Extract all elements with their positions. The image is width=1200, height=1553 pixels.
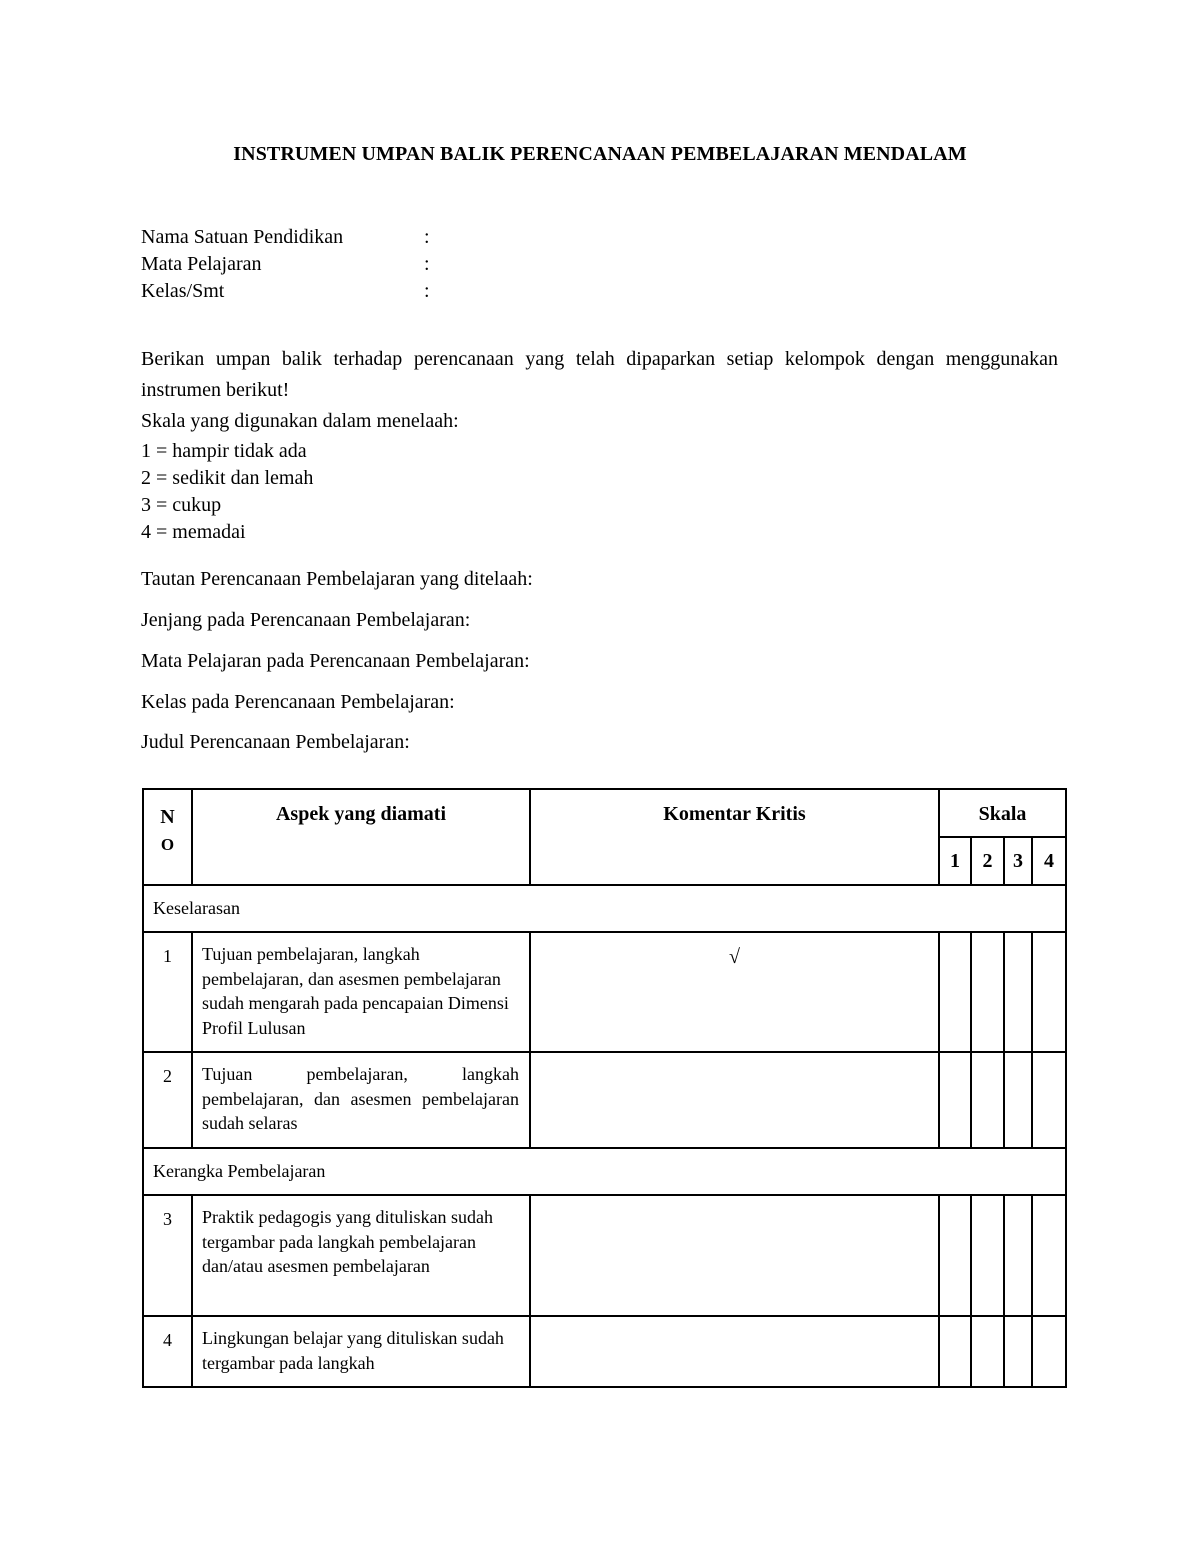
scale-header-1: 1: [939, 837, 971, 885]
row-aspek: Tujuan pembelajaran, langkah pembelajaran, dan asesmen pembelajaran sudah mengarah pada pencapaian Dimensi Profil Lulusan: [192, 932, 530, 1052]
section-title-kerangka: Kerangka Pembelajaran: [143, 1148, 1066, 1195]
scale-header-2: 2: [971, 837, 1004, 885]
scale-item-1: 1 = hampir tidak ada: [141, 440, 307, 462]
row-aspek: Tujuan pembelajaran, langkah pembelajaran, dan asesmen pembelajaran sudah selaras: [192, 1052, 530, 1148]
row-komentar: √: [530, 932, 939, 1052]
scale-cell-2[interactable]: [971, 1316, 1004, 1387]
scale-cell-3[interactable]: [1004, 1195, 1032, 1316]
row-aspek: Praktik pedagogis yang dituliskan sudah tergambar pada langkah pembelajaran dan/atau asesmen pembelajaran: [192, 1195, 530, 1316]
plan-field-mata-pelajaran: Mata Pelajaran pada Perencanaan Pembelajaran:: [141, 650, 530, 672]
scale-cell-1[interactable]: [939, 1052, 971, 1148]
field-colon: :: [424, 253, 430, 275]
header-no-bottom: O: [160, 835, 175, 854]
field-nama-satuan: [141, 224, 430, 251]
row-komentar: [530, 1052, 939, 1148]
row-aspek: Lingkungan belajar yang dituliskan sudah tergambar pada langkah: [192, 1316, 530, 1387]
scale-cell-4[interactable]: [1032, 1316, 1066, 1387]
field-mata-pelajaran: [141, 251, 430, 278]
scale-intro: Skala yang digunakan dalam menelaah:: [141, 410, 459, 432]
row-number: 4: [143, 1316, 192, 1387]
scale-item-4: 4 = memadai: [141, 521, 246, 543]
row-komentar: [530, 1195, 939, 1316]
instruction-paragraph: Berikan umpan balik terhadap perencanaan yang telah dipaparkan setiap kelompok dengan menggunakan instrumen berikut!: [141, 348, 1058, 401]
document-title: INSTRUMEN UMPAN BALIK PERENCANAAN PEMBELAJARAN MENDALAM: [233, 143, 967, 165]
assessment-table: [142, 788, 1067, 1388]
section-title-keselarasan: Keselarasan: [143, 885, 1066, 932]
plan-field-tautan: Tautan Perencanaan Pembelajaran yang ditelaah:: [141, 568, 533, 590]
header-komentar: Komentar Kritis: [530, 789, 939, 885]
scale-cell-2[interactable]: [971, 932, 1004, 1052]
section-row: [143, 885, 1066, 932]
header-skala: Skala: [939, 789, 1066, 837]
row-number: 2: [143, 1052, 192, 1148]
header-aspek: Aspek yang diamati: [192, 789, 530, 885]
field-label: Nama Satuan Pendidikan: [141, 226, 344, 248]
header-no: [143, 789, 192, 885]
field-label: Mata Pelajaran: [141, 253, 262, 275]
scale-cell-1[interactable]: [939, 932, 971, 1052]
row-number: 3: [143, 1195, 192, 1316]
row-number: 1: [143, 932, 192, 1052]
plan-field-judul: Judul Perencanaan Pembelajaran:: [141, 731, 410, 753]
table-row: [143, 932, 1066, 1052]
field-label: Kelas/Smt: [141, 280, 225, 302]
scale-cell-1[interactable]: [939, 1316, 971, 1387]
scale-cell-2[interactable]: [971, 1195, 1004, 1316]
scale-cell-1[interactable]: [939, 1195, 971, 1316]
field-colon: :: [424, 280, 430, 302]
table-row: [143, 1195, 1066, 1316]
plan-field-jenjang: Jenjang pada Perencanaan Pembelajaran:: [141, 609, 471, 631]
scale-item-3: 3 = cukup: [141, 494, 222, 516]
scale-cell-3[interactable]: [1004, 1316, 1032, 1387]
table-row: [143, 1052, 1066, 1148]
scale-cell-3[interactable]: [1004, 1052, 1032, 1148]
section-row: [143, 1148, 1066, 1195]
scale-header-4: 4: [1032, 837, 1066, 885]
row-komentar: [530, 1316, 939, 1387]
plan-field-kelas: Kelas pada Perencanaan Pembelajaran:: [141, 691, 455, 713]
table-row: [143, 1316, 1066, 1387]
field-kelas-smt: [141, 278, 430, 305]
scale-cell-2[interactable]: [971, 1052, 1004, 1148]
header-no-top: N: [160, 806, 175, 828]
scale-cell-3[interactable]: [1004, 932, 1032, 1052]
scale-cell-4[interactable]: [1032, 1052, 1066, 1148]
scale-cell-4[interactable]: [1032, 932, 1066, 1052]
scale-header-3: 3: [1004, 837, 1032, 885]
scale-item-2: 2 = sedikit dan lemah: [141, 467, 314, 489]
field-colon: :: [424, 226, 430, 248]
header-row: [143, 789, 1066, 837]
scale-cell-4[interactable]: [1032, 1195, 1066, 1316]
